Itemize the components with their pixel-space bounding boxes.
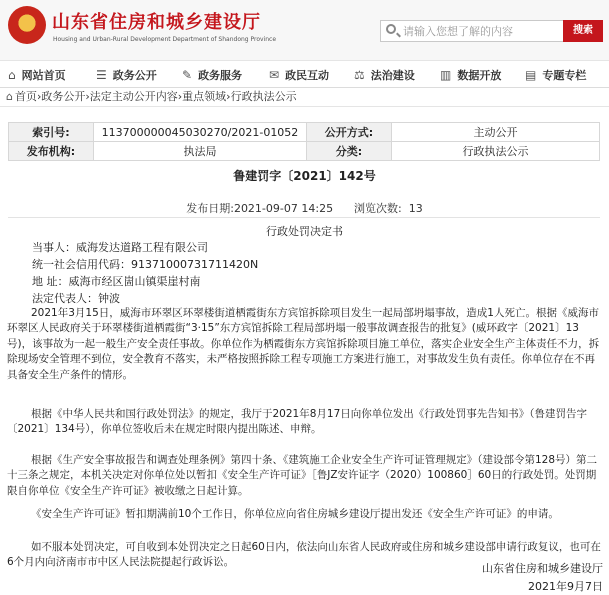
index-label: 索引号: [9, 123, 94, 142]
document-meta-table [8, 122, 600, 161]
topic-icon: ▤ [525, 68, 537, 82]
paragraph-notice [7, 407, 604, 438]
main-nav [0, 61, 609, 88]
paragraph-text: 根据《中华人民共和国行政处罚法》的规定，我厅于2021年8月17日向你单位发出《行政处罚事先告知书》（鲁建罚告字〔2021〕134号），你单位签收后未在规定时限内提出陈述、申辩。 [7, 408, 588, 436]
nav-item-label: 专题专栏 [542, 69, 587, 82]
site-header [0, 0, 609, 61]
list-icon: ☰ [96, 68, 107, 82]
nav-item-label: 数据开放 [457, 69, 502, 82]
party-name: 当事人：威海发达道路工程有限公司 [32, 241, 208, 254]
service-icon: ✎ [182, 68, 193, 82]
chart-icon: ▥ [440, 68, 452, 82]
paragraph-decision [7, 453, 604, 499]
search-icon [386, 24, 396, 34]
search-box [380, 20, 564, 42]
divider [8, 217, 600, 218]
nav-item-gov-service[interactable] [182, 67, 242, 83]
party-representative: 法定代表人：钟波 [32, 292, 120, 305]
public-method-value: 主动公开 [392, 123, 600, 142]
site-subtitle: Housing and Urban-Rural Development Department of Shandong Province [53, 36, 277, 43]
paragraph-text: 根据《生产安全事故报告和调查处理条例》第四十条、《建筑施工企业安全生产许可证管理规定》（建设部令第128号）第二十三条之规定，本机关决定对你单位处以暂扣《安全生产许可证》［鲁JZ安许证字（2020）100860］60日的行政处罚。处罚期限自你单位《安全生产许可证》被收缴之日起计算。 [7, 454, 598, 497]
paragraph-text: 2021年3月15日，威海市环翠区环翠楼街道栖霞街东方宾馆拆除项目发生一起局部坍塌事故，造成1人死亡。根据《威海市环翠区人民政府关于环翠楼街道栖霞街“3·15”东方宾馆拆除工程局部坍塌一般事故调查报告的批复》(威环政字〔2021〕13号)，该事故为一起一般生产安全责任事故。你单位作为栖霞街东方宾馆拆除项目施工单位，落实企业安全生产主体责任不力，拆除现场安全管理不到位，安全教育不落实，未严格按照拆除工程专项施工方案进行施工，对事故发生负有责任。你单位存在不再具备安全生产条件的情形。 [7, 307, 600, 381]
nav-item-label: 政务公开 [112, 69, 157, 82]
paragraph-return [7, 507, 604, 522]
breadcrumb-path[interactable]: 首页›政务公开›法定主动公开内容›重点领域›行政执法公示 [14, 90, 297, 103]
search-button[interactable]: 搜索 [563, 20, 603, 42]
search-input[interactable] [403, 23, 553, 39]
party-credit-code: 统一社会信用代码：91371000731711420N [32, 258, 259, 271]
site-title[interactable]: 山东省住房和城乡建设厅 [52, 12, 261, 33]
nav-item-data[interactable] [440, 67, 501, 83]
category-value: 行政执法公示 [392, 142, 600, 161]
nav-item-label: 政民互动 [285, 69, 330, 82]
search-bar [380, 20, 602, 42]
nav-item-topics[interactable] [525, 67, 586, 83]
chat-icon: ✉ [269, 68, 280, 82]
party-address: 地 址：威海市经区崮山镇渠崖村南 [32, 275, 201, 288]
signature-date: 2021年9月7日 [528, 580, 603, 593]
national-emblem-icon [8, 6, 46, 44]
nav-item-home[interactable] [8, 67, 66, 83]
home-icon: ⌂ [8, 68, 16, 82]
paragraph-text: 《安全生产许可证》暂扣期满前10个工作日，你单位应向省住房城乡建设厅提出发还《安全生产许可证》的申请。 [31, 508, 559, 520]
nav-item-label: 网站首页 [21, 69, 66, 82]
issuer-label: 发布机构: [9, 142, 94, 161]
nav-item-law[interactable] [354, 67, 415, 83]
nav-item-interaction[interactable] [269, 67, 329, 83]
nav-item-gov-open[interactable] [96, 67, 157, 83]
public-method-label: 公开方式: [307, 123, 392, 142]
nav-item-label: 政务服务 [198, 69, 243, 82]
paragraph-facts [7, 306, 604, 383]
publish-info: 发布日期:2021-09-07 14:25 浏览次数: 13 [186, 202, 423, 215]
category-label: 分类: [307, 142, 392, 161]
paragraph-text: 如不服本处罚决定，可自收到本处罚决定之日起60日内，依法向山东省人民政府或住房和城乡建设部申请行政复议，也可在6个月内向济南市市中区人民法院提起行政诉讼。 [7, 541, 601, 569]
breadcrumb [0, 88, 609, 107]
signature-org: 山东省住房和城乡建设厅 [482, 562, 603, 575]
index-value: 113700000045030270/2021-01052 [94, 123, 307, 142]
law-icon: ⚖ [354, 68, 365, 82]
document-number: 鲁建罚字〔2021〕142号 [233, 169, 376, 183]
breadcrumb-home-icon: ⌂ [6, 90, 13, 103]
nav-item-label: 法治建设 [370, 69, 415, 82]
document-title: 行政处罚决定书 [266, 225, 343, 238]
issuer-value: 执法局 [94, 142, 307, 161]
